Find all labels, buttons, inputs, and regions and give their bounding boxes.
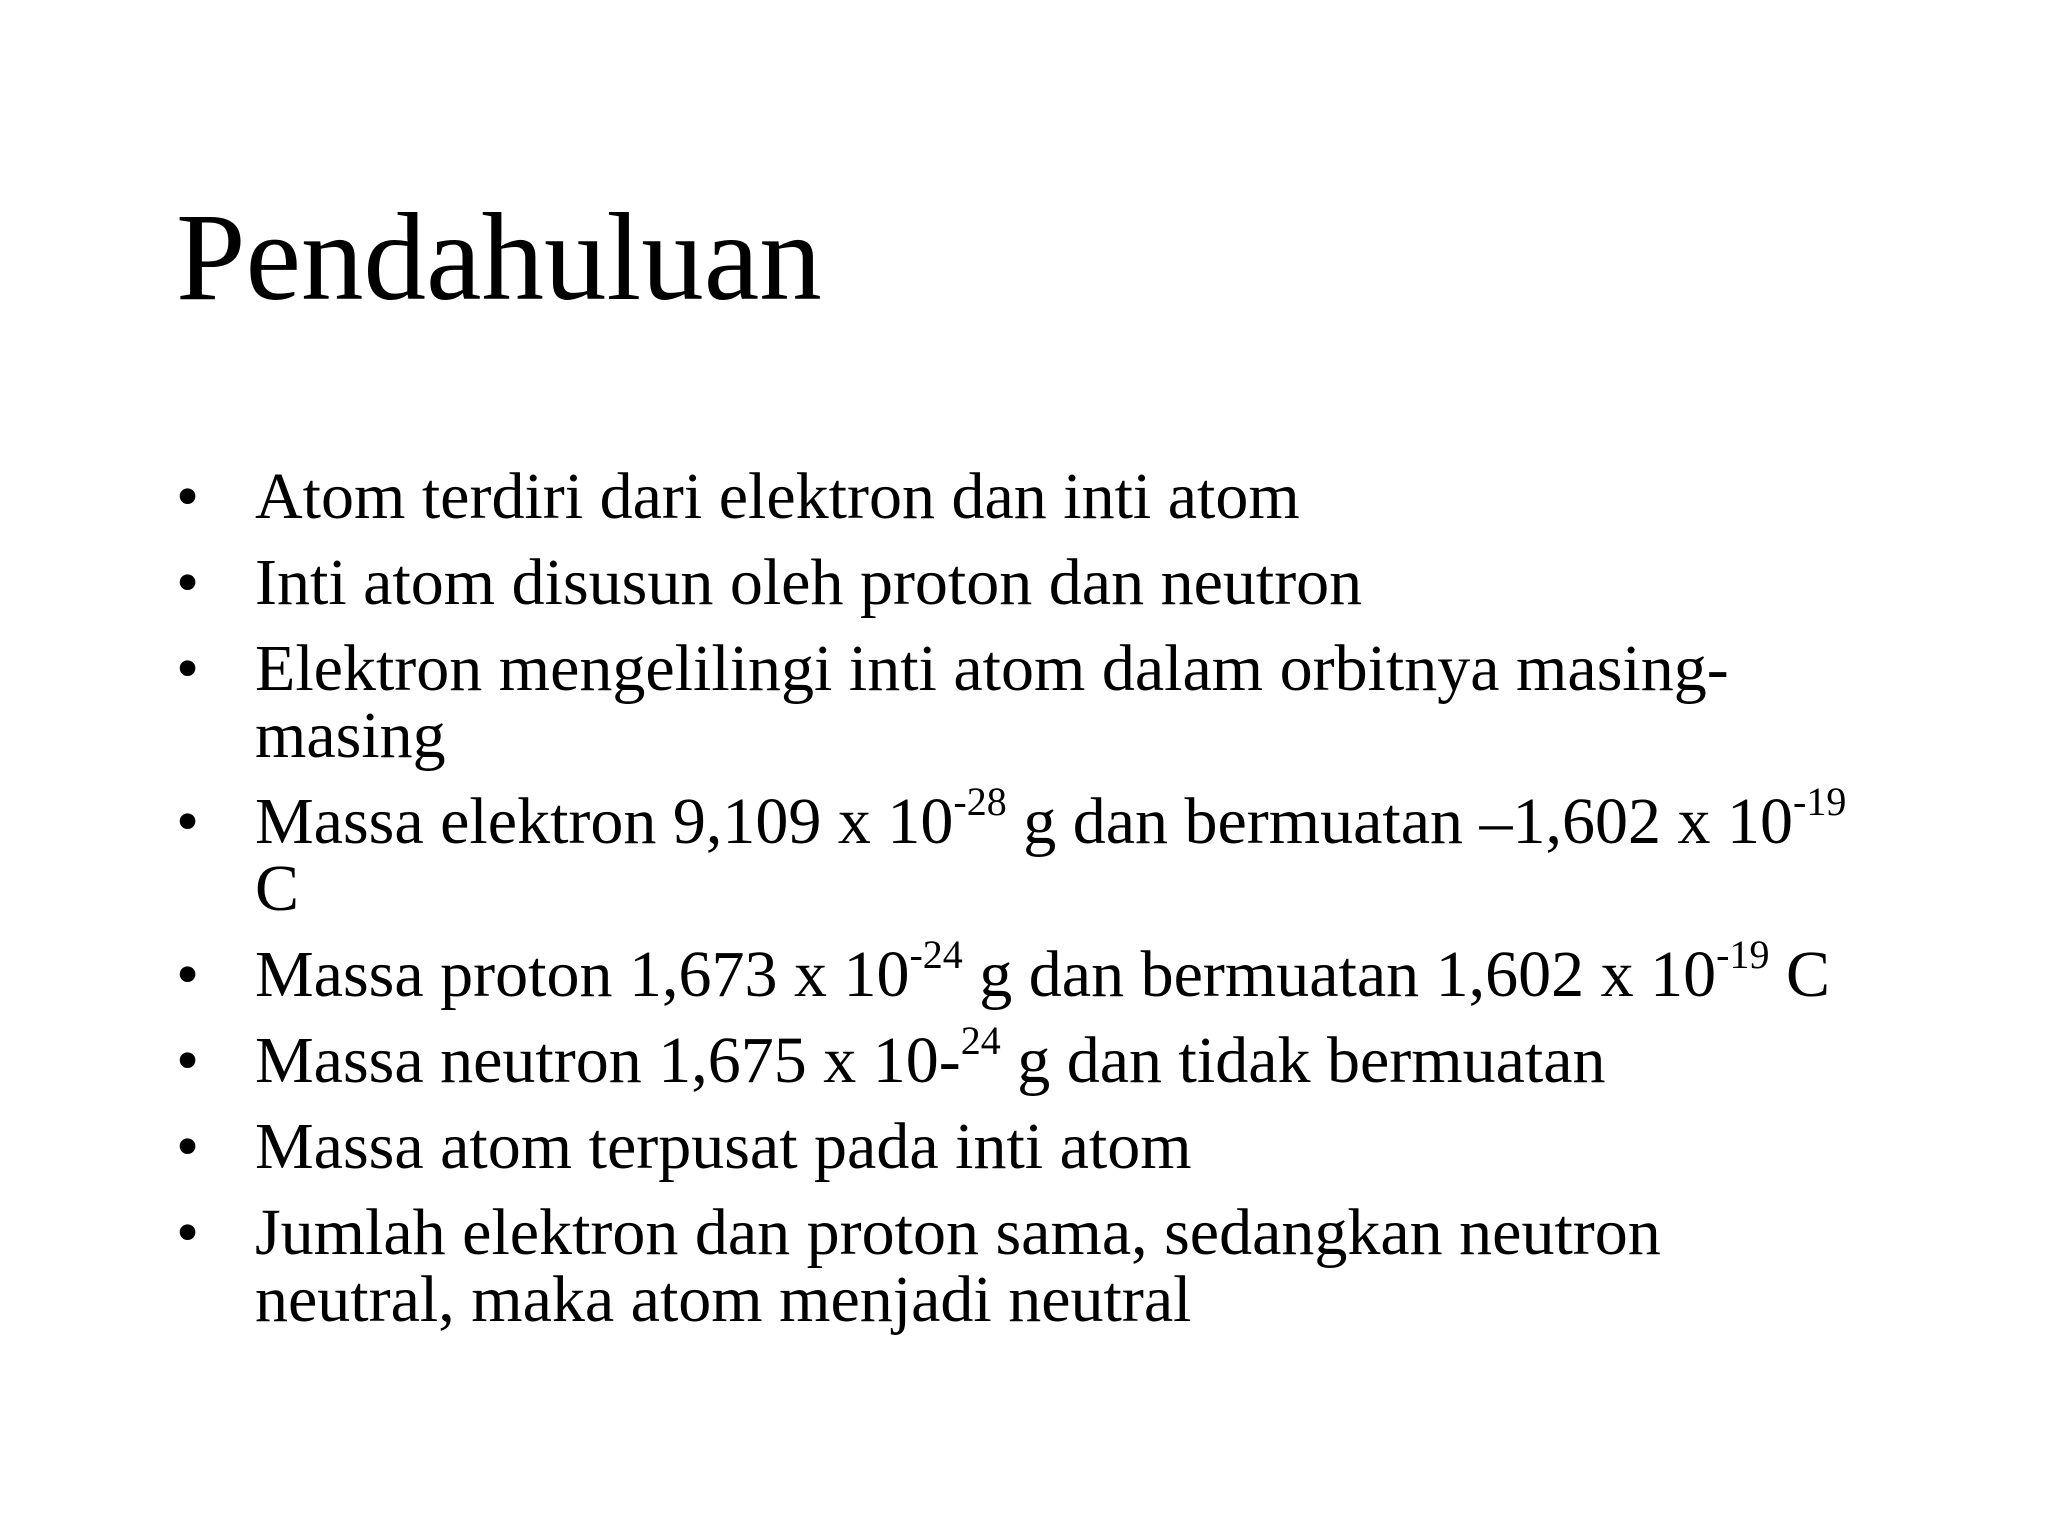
list-item xyxy=(176,460,1876,533)
text-part: g dan bermuatan –1,602 x 10 xyxy=(1006,785,1794,858)
superscript: -28 xyxy=(953,779,1007,824)
bullet-icon: • xyxy=(176,1110,200,1183)
bullet-text: Elektron mengelilingi inti atom dalam orbitnya masing-masing xyxy=(255,632,1729,772)
list-item xyxy=(176,932,1876,1011)
list-item xyxy=(176,779,1876,925)
list-item xyxy=(176,632,1876,772)
bullet-icon: • xyxy=(176,938,200,1011)
bullet-list xyxy=(176,460,1876,1352)
bullet-text: Massa atom terpusat pada inti atom xyxy=(255,1110,1192,1183)
list-item xyxy=(176,1018,1876,1097)
bullet-text: Atom terdiri dari elektron dan inti atom xyxy=(255,460,1300,533)
bullet-icon: • xyxy=(176,1196,200,1269)
bullet-text: Inti atom disusun oleh proton dan neutron xyxy=(255,546,1363,619)
superscript: 24 xyxy=(960,1018,1001,1063)
bullet-text xyxy=(255,779,1876,925)
text-part: C xyxy=(1769,938,1830,1011)
list-item xyxy=(176,1196,1876,1336)
bullet-icon: • xyxy=(176,546,200,619)
text-part: Massa elektron 9,109 x 10 xyxy=(255,785,954,858)
bullet-icon: • xyxy=(176,785,200,858)
text-part: g dan tidak bermuatan xyxy=(1000,1024,1606,1097)
bullet-text xyxy=(255,932,1876,1011)
bullet-icon: • xyxy=(176,632,200,705)
superscript: -24 xyxy=(909,932,963,977)
superscript: -19 xyxy=(1716,932,1770,977)
list-item xyxy=(176,546,1876,619)
bullet-text xyxy=(255,1018,1876,1097)
bullet-text: Jumlah elektron dan proton sama, sedangkan neutron neutral, maka atom menjadi neutral xyxy=(255,1196,1661,1336)
slide-title: Pendahuluan xyxy=(176,189,822,327)
text-part: g dan bermuatan 1,602 x 10 xyxy=(962,938,1717,1011)
superscript: -19 xyxy=(1793,779,1847,824)
list-item xyxy=(176,1110,1876,1183)
text-part: Massa proton 1,673 x 10 xyxy=(255,938,910,1011)
text-part: Massa neutron 1,675 x 10- xyxy=(255,1024,961,1097)
bullet-icon: • xyxy=(176,1024,200,1097)
bullet-icon: • xyxy=(176,460,200,533)
text-part: C xyxy=(255,852,300,925)
